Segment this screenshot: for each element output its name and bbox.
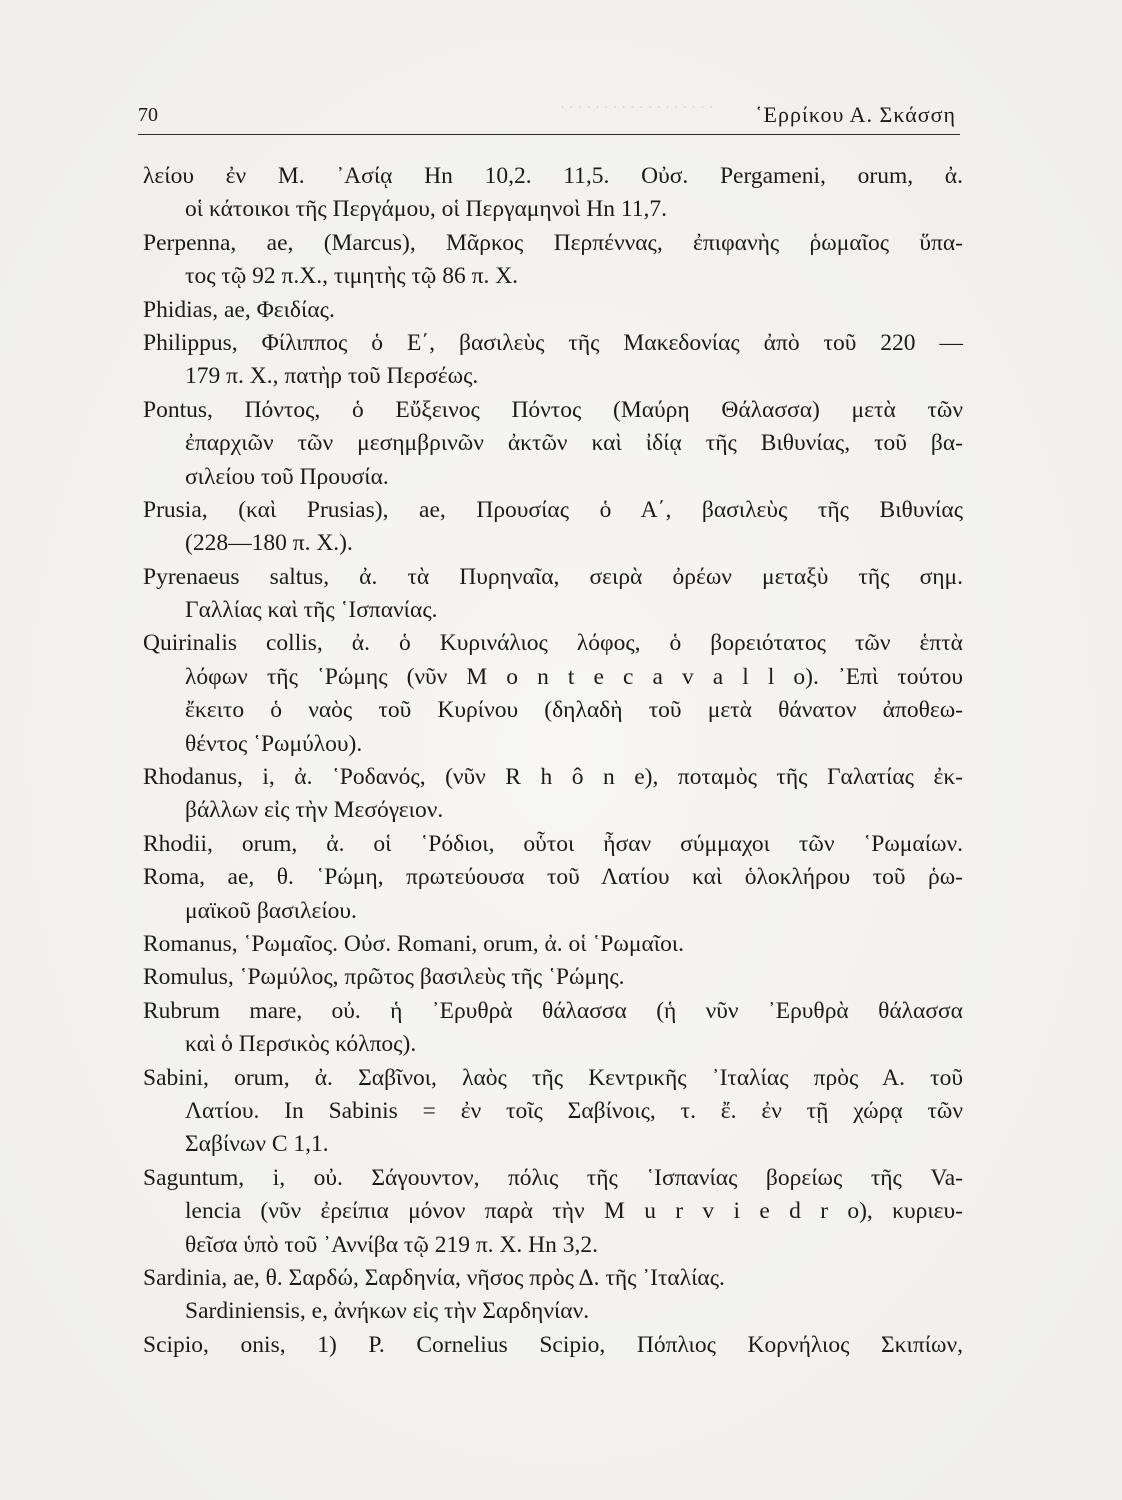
entry-line: Sardinia, ae, θ. Σαρδώ, Σαρδηνία, νῆσος πρὸς Δ. τῆς ᾿Ιταλίας.	[143, 1264, 725, 1291]
entry-line: λείου ἐν Μ. ᾿Ασίᾳ Hn 10,2. 11,5. Οὐσ. Pergameni, orum, ἀ.	[143, 163, 963, 189]
entry-line: 179 π. Χ., πατὴρ τοῦ Περσέως.	[185, 363, 479, 390]
entry-line: τος τῷ 92 π.Χ., τιμητὴς τῷ 86 π. Χ.	[185, 263, 519, 290]
entry-line: Rubrum mare, οὐ. ἡ ᾿Ερυθρὰ θάλασσα (ἡ νῦν ᾿Ερυθρὰ θάλασσα	[143, 997, 963, 1024]
entry-line: Rhodii, orum, ἀ. οἱ ῾Ρόδιοι, οὗτοι ἦσαν σύμμαχοι τῶν ῾Ρωμαίων.	[143, 830, 963, 857]
entry-line: Λατίου. In Sabinis = ἐν τοῖς Σαβίνοις, τ. ἔ. ἐν τῇ χώρᾳ τῶν	[185, 1097, 963, 1124]
entry-line: βάλλων εἰς τὴν Μεσόγειον.	[185, 797, 444, 824]
entry-line: ἔκειτο ὁ ναὸς τοῦ Κυρίνου (δηλαδὴ τοῦ μετὰ θάνατον ἀποθεω-	[185, 697, 963, 724]
entry-line: (228—180 π. Χ.).	[185, 530, 353, 557]
page-number: 70	[138, 104, 158, 126]
entry-line: Pyrenaeus saltus, ἀ. τὰ Πυρηναῖα, σειρὰ ὀρέων μεταξὺ τῆς σημ.	[143, 563, 963, 590]
entry-line: Γαλλίας καὶ τῆς ῾Ισπανίας.	[185, 597, 438, 624]
entry-line: Philippus, Φίλιππος ὁ Ε΄, βασιλεὺς τῆς Μακεδονίας ἀπὸ τοῦ 220 —	[143, 329, 963, 356]
entry-line: Perpenna, ae, (Marcus), Μᾶρκος Περπέννας, ἐπιφανὴς ῥωμαῖος ὕπα-	[143, 229, 963, 256]
page-header	[138, 98, 960, 135]
entry-line: Sardiniensis, e, ἀνήκων εἰς τὴν Σαρδηνίαν.	[185, 1298, 590, 1325]
entry-line: Σαβίνων C 1,1.	[185, 1131, 329, 1158]
dictionary-entries	[143, 160, 963, 1362]
entry-line: θέντος ῾Ρωμύλου).	[185, 730, 363, 757]
entry-line: Pontus, Πόντος, ὁ Εὔξεινος Πόντος (Μαύρη Θάλασσα) μετὰ τῶν	[143, 396, 963, 423]
entry-line: Sabini, orum, ἀ. Σαβῖνοι, λαὸς τῆς Κεντρικῆς ᾿Ιταλίας πρὸς Α. τοῦ	[143, 1064, 963, 1091]
entry-line: Romanus, ῾Ρωμαῖος. Οὐσ. Romani, orum, ἀ. οἱ ῾Ρωμαῖοι.	[143, 930, 685, 957]
entry-line: lencia (νῦν ἐρείπια μόνον παρὰ τὴν M u r v i e d r o), κυριευ-	[185, 1198, 963, 1225]
entry-line: ἐπαρχιῶν τῶν μεσημβρινῶν ἀκτῶν καὶ ἰδίᾳ τῆς Βιθυνίας, τοῦ βα-	[185, 430, 963, 457]
entry-line: οἱ κάτοικοι τῆς Περγάμου, οἱ Περγαμηνοὶ Hn 11,7.	[185, 196, 667, 223]
entry-line: Roma, ae, θ. ῾Ρώμη, πρωτεύουσα τοῦ Λατίου καὶ ὁλοκλήρου τοῦ ῥω-	[143, 864, 963, 891]
entry-line: Rhodanus, i, ἀ. ῾Ροδανός, (νῦν R h ô n e), ποταμὸς τῆς Γαλατίας ἐκ-	[143, 764, 963, 791]
show-through-text: · · · · · · · · · · · · · · · · · ·	[560, 100, 714, 116]
entry-line: Phidias, ae, Φειδίας.	[143, 296, 335, 323]
entry-line: μαϊκοῦ βασιλείου.	[185, 897, 357, 924]
entry-line: λόφων τῆς ῾Ρώμης (νῦν M o n t e c a v a l l o). ᾿Επὶ τούτου	[185, 663, 963, 690]
entry-line: σιλείου τοῦ Προυσία.	[185, 463, 389, 490]
entry-line: καὶ ὁ Περσικὸς κόλπος).	[185, 1031, 417, 1058]
entry-line: θεῖσα ὑπὸ τοῦ ᾿Αννίβα τῷ 219 π. Χ. Hn 3,2.	[185, 1231, 598, 1258]
running-head: ῾Ερρίκου Α. Σκάσση	[755, 102, 956, 127]
entry-line: Saguntum, i, οὐ. Σάγουντον, πόλις τῆς ῾Ισπανίας βορείως τῆς Va-	[143, 1164, 963, 1191]
entry-line: Prusia, (καὶ Prusias), ae, Προυσίας ὁ Α΄, βασιλεὺς τῆς Βιθυνίας	[143, 496, 963, 523]
entry-line: Scipio, onis, 1) P. Cornelius Scipio, Πόπλιος Κορνήλιος Σκιπίων,	[143, 1331, 963, 1358]
entry-line: Romulus, ῾Ρωμύλος, πρῶτος βασιλεὺς τῆς ῾Ρώμης.	[143, 964, 625, 991]
entry-line: Quirinalis collis, ἀ. ὁ Κυρινάλιος λόφος, ὁ βορειότατος τῶν ἑπτὰ	[143, 630, 963, 657]
